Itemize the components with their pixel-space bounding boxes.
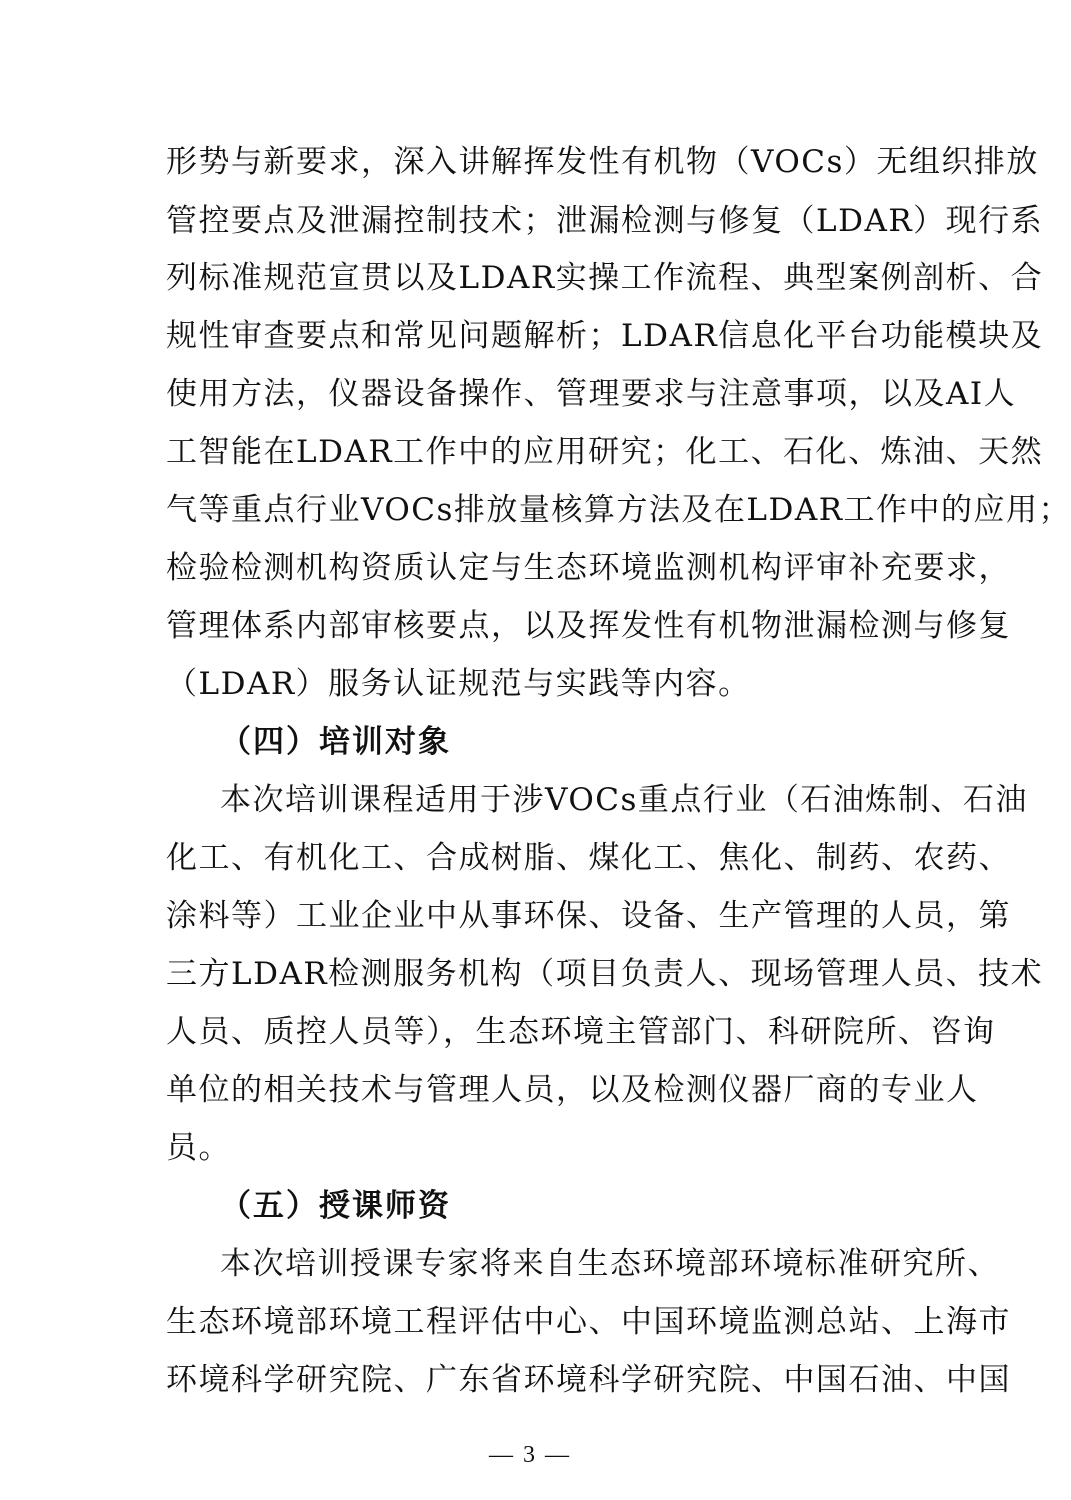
section-heading: （四）培训对象 xyxy=(220,724,451,760)
paragraph-line: 形势与新要求，深入讲解挥发性有机物（VOCs）无组织排放 xyxy=(166,144,1039,180)
paragraph-line: 管理体系内部审核要点，以及挥发性有机物泄漏检测与修复 xyxy=(166,608,1011,644)
paragraph-line: 使用方法，仪器设备操作、管理要求与注意事项，以及AI人 xyxy=(166,376,1017,412)
paragraph-line: 气等重点行业VOCs排放量核算方法及在LDAR工作中的应用； xyxy=(166,492,1071,528)
paragraph-line: 单位的相关技术与管理人员，以及检测仪器厂商的专业人 xyxy=(166,1072,979,1108)
paragraph-line: 涂料等）工业企业中从事环保、设备、生产管理的人员，第 xyxy=(166,898,1011,934)
paragraph-line: 管控要点及泄漏控制技术；泄漏检测与修复（LDAR）现行系 xyxy=(166,203,1044,239)
paragraph-line: 环境科学研究院、广东省环境科学研究院、中国石油、中国 xyxy=(166,1362,1011,1398)
paragraph-line: 生态环境部环境工程评估中心、中国环境监测总站、上海市 xyxy=(166,1304,1011,1340)
paragraph-line: 本次培训授课专家将来自生态环境部环境标准研究所、 xyxy=(220,1246,1000,1282)
paragraph-line: 人员、质控人员等），生态环境主管部门、科研院所、咨询 xyxy=(166,1014,996,1050)
paragraph-line: 工智能在LDAR工作中的应用研究；化工、石化、炼油、天然 xyxy=(166,434,1044,470)
paragraph-line: 员。 xyxy=(166,1130,231,1166)
paragraph-line: 化工、有机化工、合成树脂、煤化工、焦化、制药、农药、 xyxy=(166,840,1011,876)
section-heading: （五）授课师资 xyxy=(220,1188,451,1224)
paragraph-line: 本次培训课程适用于涉VOCs重点行业（石油炼制、石油 xyxy=(220,782,1028,818)
page-number: — 3 — xyxy=(489,1442,571,1468)
paragraph-line: 列标准规范宣贯以及LDAR实操工作流程、典型案例剖析、合 xyxy=(166,260,1044,296)
paragraph-line: 三方LDAR检测服务机构（项目负责人、现场管理人员、技术 xyxy=(166,956,1044,992)
paragraph-line: 规性审查要点和常见问题解析；LDAR信息化平台功能模块及 xyxy=(166,318,1044,354)
paragraph-line: 检验检测机构资质认定与生态环境监测机构评审补充要求， xyxy=(166,550,1011,586)
paragraph-line: （LDAR）服务认证规范与实践等内容。 xyxy=(166,666,751,702)
